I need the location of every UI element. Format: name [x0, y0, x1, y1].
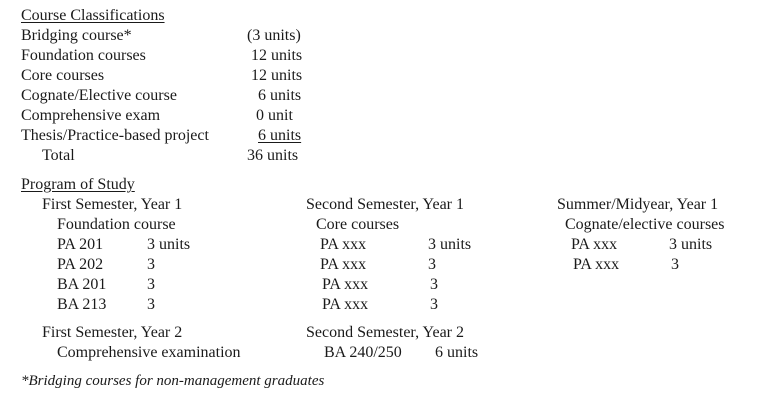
course-units: 3 — [147, 296, 155, 313]
classification-label: Core courses — [21, 67, 105, 84]
classification-value: 0 unit — [256, 107, 293, 124]
term-subtitle: Core courses — [316, 216, 400, 233]
term-title: First Semester, Year 2 — [42, 324, 183, 341]
program-of-study-heading: Program of Study — [21, 176, 135, 193]
course-code: BA 213 — [57, 296, 107, 313]
course-units: 3 units — [147, 236, 191, 253]
course-units: 3 — [671, 256, 679, 273]
course-units: 3 — [147, 276, 155, 293]
course-units: 3 units — [428, 236, 472, 253]
course-units: 3 — [147, 256, 155, 273]
course-code: BA 240/250 — [324, 344, 402, 361]
total-value: 36 units — [247, 147, 299, 164]
total-label: Total — [42, 147, 75, 164]
course-units: 6 units — [435, 344, 479, 361]
term-title: Second Semester, Year 2 — [306, 324, 464, 341]
course-code: PA xxx — [573, 256, 620, 273]
course-code: PA xxx — [320, 236, 367, 253]
course-units: 3 — [430, 276, 438, 293]
course-units: 3 — [430, 296, 438, 313]
classification-value: 12 units — [251, 67, 303, 84]
course-units: 3 — [428, 256, 436, 273]
term-subtitle: Comprehensive examination — [57, 344, 241, 361]
course-code: PA 201 — [57, 236, 104, 253]
term-title: Second Semester, Year 1 — [306, 196, 464, 213]
course-code: PA xxx — [322, 296, 369, 313]
course-code: PA xxx — [571, 236, 618, 253]
classification-label: Comprehensive exam — [21, 107, 161, 124]
classification-value: 6 units — [258, 127, 302, 144]
classification-label: Foundation courses — [21, 47, 146, 64]
classification-value: (3 units) — [247, 27, 301, 44]
classification-label: Bridging course* — [21, 27, 132, 44]
term-title: Summer/Midyear, Year 1 — [557, 196, 719, 213]
term-title: First Semester, Year 1 — [42, 196, 183, 213]
course-code: PA 202 — [57, 256, 104, 273]
classification-label: Cognate/Elective course — [21, 87, 177, 104]
classification-value: 6 units — [258, 87, 302, 104]
classification-label: Thesis/Practice-based project — [21, 127, 209, 144]
classification-value: 12 units — [251, 47, 303, 64]
course-code: PA xxx — [320, 256, 367, 273]
course-code: BA 201 — [57, 276, 107, 293]
term-subtitle: Cognate/elective courses — [565, 216, 725, 233]
course-classifications-heading: Course Classifications — [21, 7, 165, 24]
course-code: PA xxx — [322, 276, 369, 293]
term-subtitle: Foundation course — [57, 216, 176, 233]
course-units: 3 units — [669, 236, 713, 253]
footnote: *Bridging courses for non-management graduates — [21, 373, 325, 389]
